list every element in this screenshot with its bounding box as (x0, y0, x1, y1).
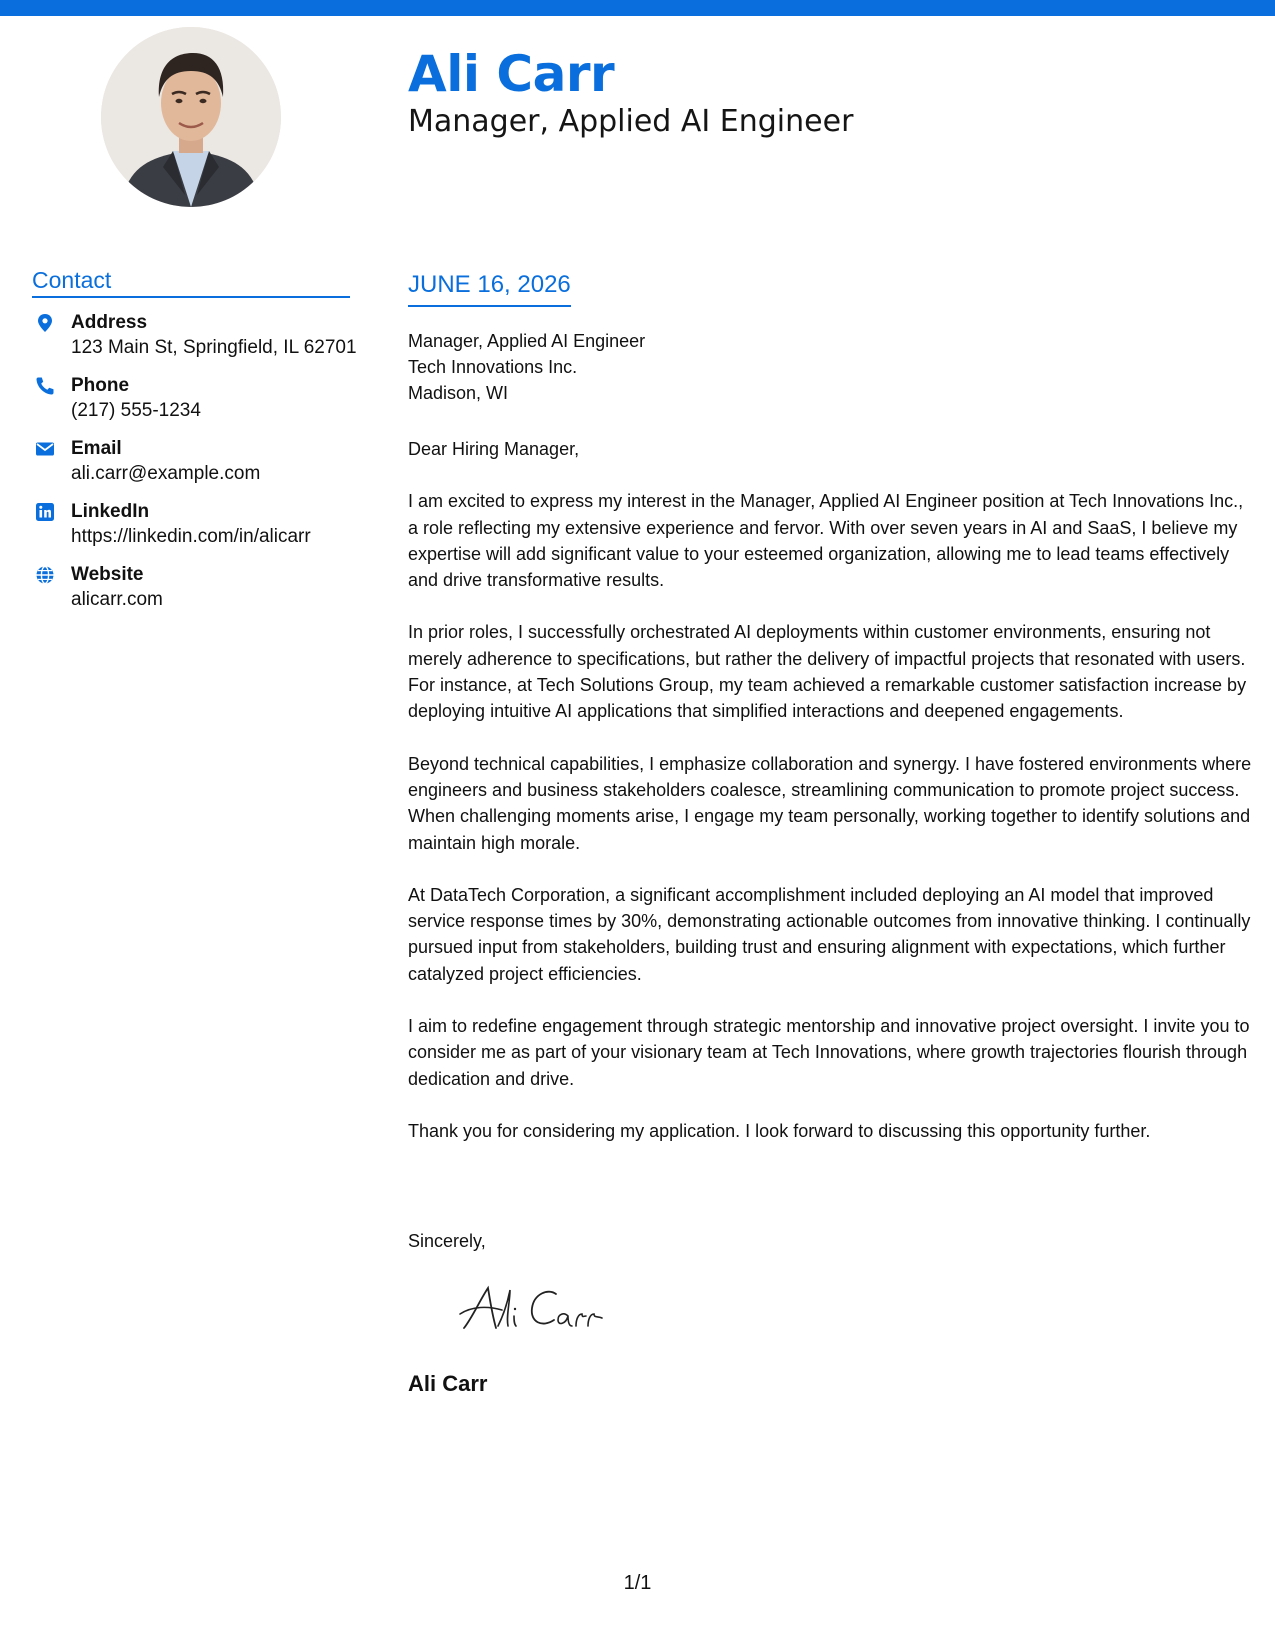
page-number: 1/1 (623, 1572, 652, 1594)
letter-paragraph: I am excited to express my interest in the Manager, Applied AI Engineer position at Tech Innovations Inc., a role reflecting my extensive experience and fervor. With over seven years in AI and SaaS, I believe my expertise will add significant value to your esteemed organization, allowing me to lead teams effectively and drive transformative results. (408, 491, 1244, 591)
map-pin-icon (35, 313, 55, 333)
contact-address (32, 311, 362, 374)
closing: Sincerely, (408, 1231, 486, 1251)
address-value: 123 Main St, Springfield, IL 62701 (71, 337, 357, 358)
handwritten-signature (458, 1280, 618, 1345)
email-value[interactable]: ali.carr@example.com (71, 463, 261, 484)
contact-linkedin (32, 500, 362, 563)
avatar (101, 27, 281, 207)
letter-paragraph: Thank you for considering my application. I look forward to discussing this opportunity further. (408, 1120, 1151, 1141)
letter-body (408, 436, 1254, 1170)
recipient-block (408, 328, 645, 406)
candidate-title: Manager, Applied AI Engineer (408, 104, 854, 139)
recipient-line: Tech Innovations Inc. (408, 357, 578, 377)
letter-paragraph: Beyond technical capabilities, I emphasize collaboration and synergy. I have fostered environments where engineers and business stakeholders coalesce, streamlining communication to promote project success. When challenging moments arise, I engage my team personally, working together to identify solutions and maintain high morale. (408, 753, 1252, 853)
globe-icon (35, 565, 55, 585)
contact-label: Website (71, 564, 144, 585)
contact-label: Phone (71, 375, 130, 396)
signed-name: Ali Carr (408, 1371, 488, 1396)
letter-paragraph: At DataTech Corporation, a significant accomplishment included deploying an AI model that improved service response times by 30%, demonstrating actionable outcomes from innovative thinking. I continually pursued input from stakeholders, building trust and ensuring alignment with expectations, which further catalyzed project efficiencies. (408, 884, 1251, 984)
email-icon (35, 439, 55, 459)
contact-list (32, 311, 362, 626)
phone-icon (35, 376, 55, 396)
website-value[interactable]: alicarr.com (71, 589, 163, 610)
contact-label: Email (71, 438, 122, 459)
contact-phone (32, 374, 362, 437)
top-accent-bar (0, 0, 1275, 16)
linkedin-icon (35, 502, 55, 522)
phone-value: (217) 555-1234 (71, 400, 201, 421)
recipient-line: Madison, WI (408, 383, 509, 403)
recipient-line: Manager, Applied AI Engineer (408, 331, 646, 351)
contact-label: Address (71, 312, 148, 333)
contact-website (32, 563, 362, 626)
signature-image (458, 1280, 618, 1340)
salutation: Dear Hiring Manager, (408, 439, 580, 459)
letter-paragraph: In prior roles, I successfully orchestrated AI deployments within customer environments, ensuring not merely adherence to specifications, but rather the delivery of impactful projects that resonated with users. For instance, at Tech Solutions Group, my team achieved a remarkable customer satisfaction increase by deploying intuitive AI applications that simplified interactions and deepened engagements. (408, 622, 1247, 722)
letter-date: JUNE 16, 2026 (408, 270, 571, 307)
profile-photo (101, 27, 281, 207)
letter-paragraph: I aim to redefine engagement through strategic mentorship and innovative project oversight. I invite you to consider me as part of your visionary team at Tech Innovations, where growth trajectories flourish through dedication and drive. (408, 1016, 1250, 1089)
candidate-name: Ali Carr (408, 45, 615, 103)
contact-heading: Contact (32, 266, 350, 298)
contact-email (32, 437, 362, 500)
contact-label: LinkedIn (71, 501, 150, 522)
linkedin-value[interactable]: https://linkedin.com/in/alicarr (71, 526, 311, 547)
